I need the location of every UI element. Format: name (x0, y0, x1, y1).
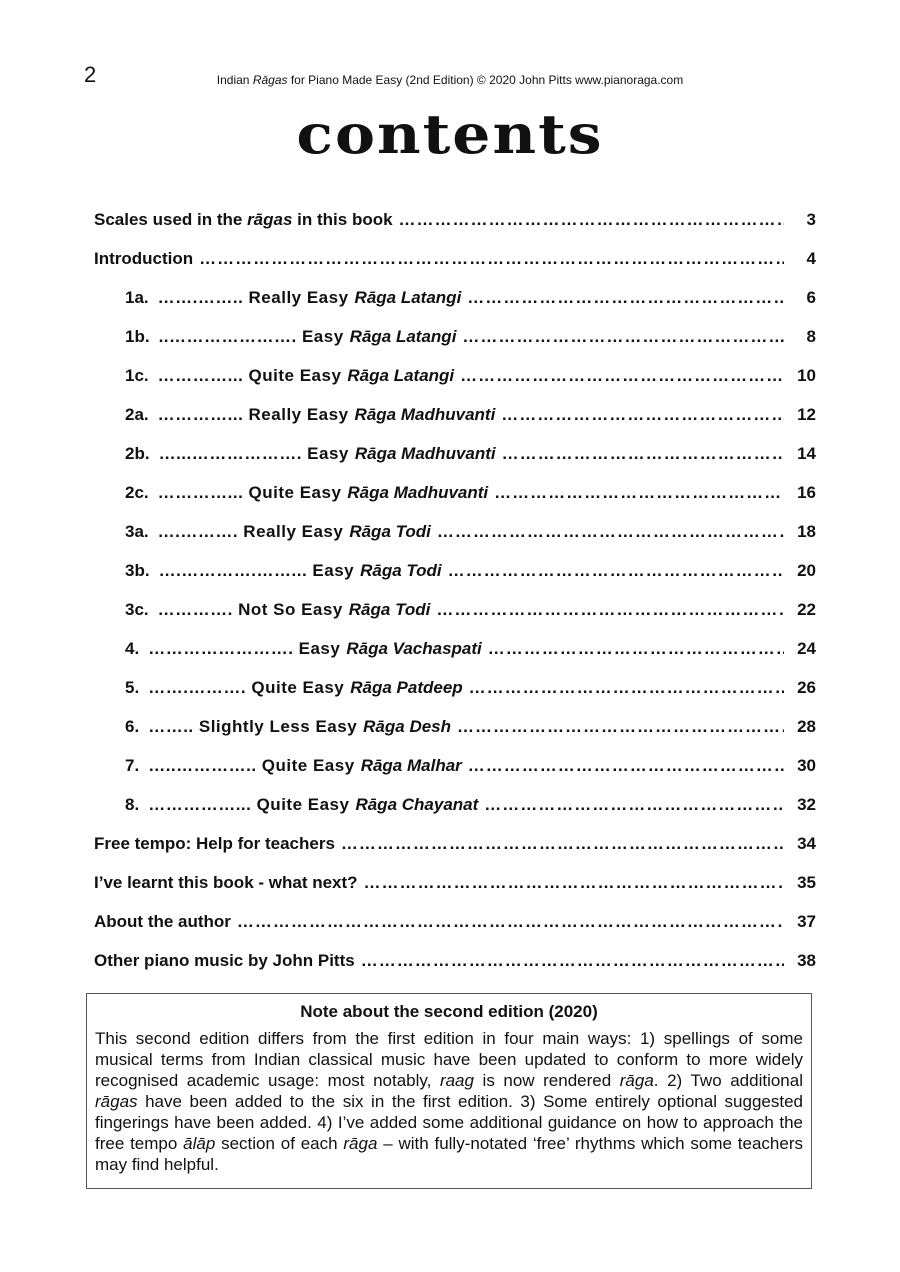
toc-entry (94, 239, 816, 278)
toc-piece-difficulty: ….………. Really Easy (157, 521, 344, 541)
toc-entry (94, 356, 816, 395)
toc-piece-difficulty: …………. Not So Easy (157, 599, 343, 619)
toc-piece-raga: Rāga Madhuvanti (347, 482, 489, 502)
toc-leader-dots (484, 795, 784, 815)
toc-piece-raga: Rāga Todi (360, 560, 442, 580)
toc-piece-difficulty: ……………………. Easy (148, 638, 341, 658)
toc-page-number: 26 (797, 677, 816, 697)
toc-label-text: Free tempo: Help for teachers (94, 833, 335, 853)
toc-piece-number: 7. (125, 755, 140, 775)
toc-entry (94, 434, 816, 473)
toc-page-number: 10 (797, 365, 816, 385)
toc-page-number: 4 (806, 248, 816, 268)
toc-piece-number: 3a. (125, 521, 149, 541)
toc-entry-label (94, 912, 231, 932)
toc-piece-difficulty: …….………. Quite Easy (148, 677, 345, 697)
toc-leader-dots (467, 288, 784, 308)
toc-piece-raga: Rāga Malhar (360, 755, 462, 775)
toc-leader-dots (468, 756, 784, 776)
toc-piece-raga: Rāga Todi (349, 521, 431, 541)
toc-leader-dots (494, 483, 784, 503)
note-term-alap: ālāp (183, 1134, 216, 1153)
note-text: . 2) Two additional (653, 1071, 803, 1090)
toc-piece-difficulty: …….…….. Really Easy (157, 287, 349, 307)
toc-entry (94, 863, 816, 902)
toc-entry (94, 512, 816, 551)
toc-page-number: 3 (806, 209, 816, 229)
toc-entry-label (125, 405, 495, 425)
toc-entry-label (94, 834, 335, 854)
header-title-ragas: Rāgas (252, 73, 288, 87)
toc-piece-raga: Rāga Madhuvanti (354, 404, 496, 424)
toc-page-number: 32 (797, 794, 816, 814)
toc-page-number: 30 (797, 755, 816, 775)
toc-page-number: 6 (806, 287, 816, 307)
toc-piece-difficulty: ……………... Quite Easy (148, 794, 350, 814)
toc-piece-raga: Rāga Latangi (347, 365, 455, 385)
toc-piece-number: 8. (125, 794, 140, 814)
toc-label-text: Other piano music by John Pitts (94, 950, 355, 970)
toc-entry (94, 200, 816, 239)
toc-leader-dots (199, 249, 784, 269)
toc-entry-label (125, 561, 442, 581)
toc-label-text: About the author (94, 911, 231, 931)
toc-page-number: 34 (797, 833, 816, 853)
page-number: 2 (84, 62, 97, 87)
toc-entry (94, 395, 816, 434)
toc-page-number: 14 (797, 443, 816, 463)
toc-piece-raga: Rāga Todi (348, 599, 431, 619)
toc-piece-difficulty: …………... Quite Easy (157, 365, 342, 385)
toc-entry-label (125, 522, 431, 542)
toc-piece-number: 3c. (125, 599, 149, 619)
note-title: Note about the second edition (2020) (300, 1002, 598, 1021)
contents-title: contents (296, 103, 604, 167)
toc-entry-label (125, 366, 454, 386)
toc-entry-label (94, 951, 355, 971)
toc-entry (94, 824, 816, 863)
toc-entry (94, 785, 816, 824)
toc-entry (94, 707, 816, 746)
toc-piece-raga: Rāga Latangi (354, 287, 462, 307)
toc-page-number: 38 (797, 950, 816, 970)
toc-entry-label (125, 444, 496, 464)
note-term-raag: raag (439, 1071, 474, 1090)
toc-piece-difficulty: …….. Slightly Less Easy (148, 716, 358, 736)
toc-entry-label (125, 717, 451, 737)
toc-label-text: in this book (292, 209, 393, 229)
toc-page-number: 28 (797, 716, 816, 736)
toc-leader-dots (341, 834, 784, 854)
toc-label-text: I’ve learnt this book - what next? (94, 872, 358, 892)
toc-piece-number: 2c. (125, 482, 149, 502)
toc-piece-difficulty: …………... Quite Easy (157, 482, 342, 502)
toc-piece-difficulty: …………... Really Easy (157, 404, 349, 424)
toc-piece-difficulty: ..…………………. Easy (158, 326, 344, 346)
toc-piece-raga: Rāga Desh (363, 716, 452, 736)
toc-entry (94, 590, 816, 629)
toc-leader-dots (399, 210, 784, 230)
toc-piece-number: 1a. (125, 287, 149, 307)
toc-leader-dots (436, 600, 784, 620)
toc-entry-label (125, 600, 430, 620)
toc-piece-number: 1c. (125, 365, 149, 385)
toc-page-number: 18 (797, 521, 816, 541)
toc-page-number: 22 (797, 599, 816, 619)
toc-piece-difficulty: …..………….. Quite Easy (148, 755, 355, 775)
note-text: – with fully-notated ‘free’ rhythms which some teachers may find helpful. (95, 1134, 803, 1174)
toc-leader-dots (437, 522, 784, 542)
note-term-raga: rāga (343, 1134, 378, 1153)
note-body (95, 1028, 803, 1175)
table-of-contents (94, 200, 816, 980)
note-text: is now rendered (473, 1071, 620, 1090)
toc-page-number: 37 (797, 911, 816, 931)
toc-label-text: Introduction (94, 248, 194, 268)
toc-leader-dots (448, 561, 784, 581)
toc-leader-dots (501, 405, 784, 425)
toc-label-italic: rāgas (247, 209, 293, 229)
toc-page-number: 24 (797, 638, 816, 658)
note-text: have been added to the six in the first edition. 3) Some entirely optional suggested fingerings have been added. 4) I’ve added some additional guidance on how to approach the free tempo (95, 1092, 803, 1153)
toc-page-number: 35 (797, 872, 816, 892)
toc-piece-raga: Rāga Chayanat (355, 794, 479, 814)
toc-piece-number: 2b. (125, 443, 150, 463)
toc-entry (94, 278, 816, 317)
header-title-post: for Piano Made Easy (2nd Edition) © 2020 John Pitts www.pianoraga.com (287, 73, 684, 87)
toc-leader-dots (460, 366, 784, 386)
toc-entry (94, 473, 816, 512)
toc-entry-label (125, 288, 461, 308)
toc-leader-dots (237, 912, 784, 932)
header-title-pre: Indian (216, 73, 253, 87)
toc-entry-label (125, 678, 463, 698)
toc-leader-dots (462, 327, 784, 347)
toc-leader-dots (502, 444, 784, 464)
toc-entry-label (125, 795, 478, 815)
toc-page-number: 8 (806, 326, 816, 346)
toc-entry-label (125, 756, 462, 776)
toc-piece-number: 4. (125, 638, 140, 658)
toc-piece-raga: Rāga Latangi (349, 326, 457, 346)
toc-entry (94, 941, 816, 980)
toc-page-number: 20 (797, 560, 816, 580)
note-text: section of each (215, 1134, 344, 1153)
toc-entry-label (125, 639, 482, 659)
toc-piece-difficulty: …...………………. Easy (158, 443, 349, 463)
toc-piece-raga: Rāga Patdeep (350, 677, 463, 697)
toc-entry (94, 551, 816, 590)
note-text: This second edition differs from the first edition in four main ways: 1) spellings of some musical terms from Indian classical music have been updated to conform to more widely recognised academic usage: most notably, (95, 1029, 803, 1090)
toc-piece-number: 2a. (125, 404, 149, 424)
toc-page-number: 12 (797, 404, 816, 424)
toc-piece-number: 6. (125, 716, 140, 736)
note-term-raga: rāga (619, 1071, 654, 1090)
toc-piece-raga: Rāga Madhuvanti (354, 443, 496, 463)
toc-piece-difficulty: ….………….……... Easy (158, 560, 355, 580)
toc-leader-dots (457, 717, 784, 737)
toc-piece-number: 1b. (125, 326, 150, 346)
toc-entry-label (125, 483, 488, 503)
toc-entry (94, 668, 816, 707)
toc-entry-label (94, 873, 358, 893)
toc-piece-raga: Rāga Vachaspati (346, 638, 482, 658)
toc-entry-label (94, 210, 393, 230)
toc-leader-dots (469, 678, 784, 698)
second-edition-note (86, 993, 812, 1189)
toc-page-number: 16 (797, 482, 816, 502)
toc-entry (94, 629, 816, 668)
toc-piece-number: 3b. (125, 560, 150, 580)
toc-entry-label (125, 327, 456, 347)
toc-entry (94, 317, 816, 356)
toc-leader-dots (488, 639, 784, 659)
toc-piece-number: 5. (125, 677, 140, 697)
toc-entry-label (94, 249, 193, 269)
toc-leader-dots (361, 951, 784, 971)
toc-entry (94, 902, 816, 941)
toc-leader-dots (364, 873, 784, 893)
toc-label-text: Scales used in the (94, 209, 248, 229)
note-term-ragas: rāgas (95, 1092, 138, 1111)
running-header (0, 73, 900, 87)
toc-entry (94, 746, 816, 785)
